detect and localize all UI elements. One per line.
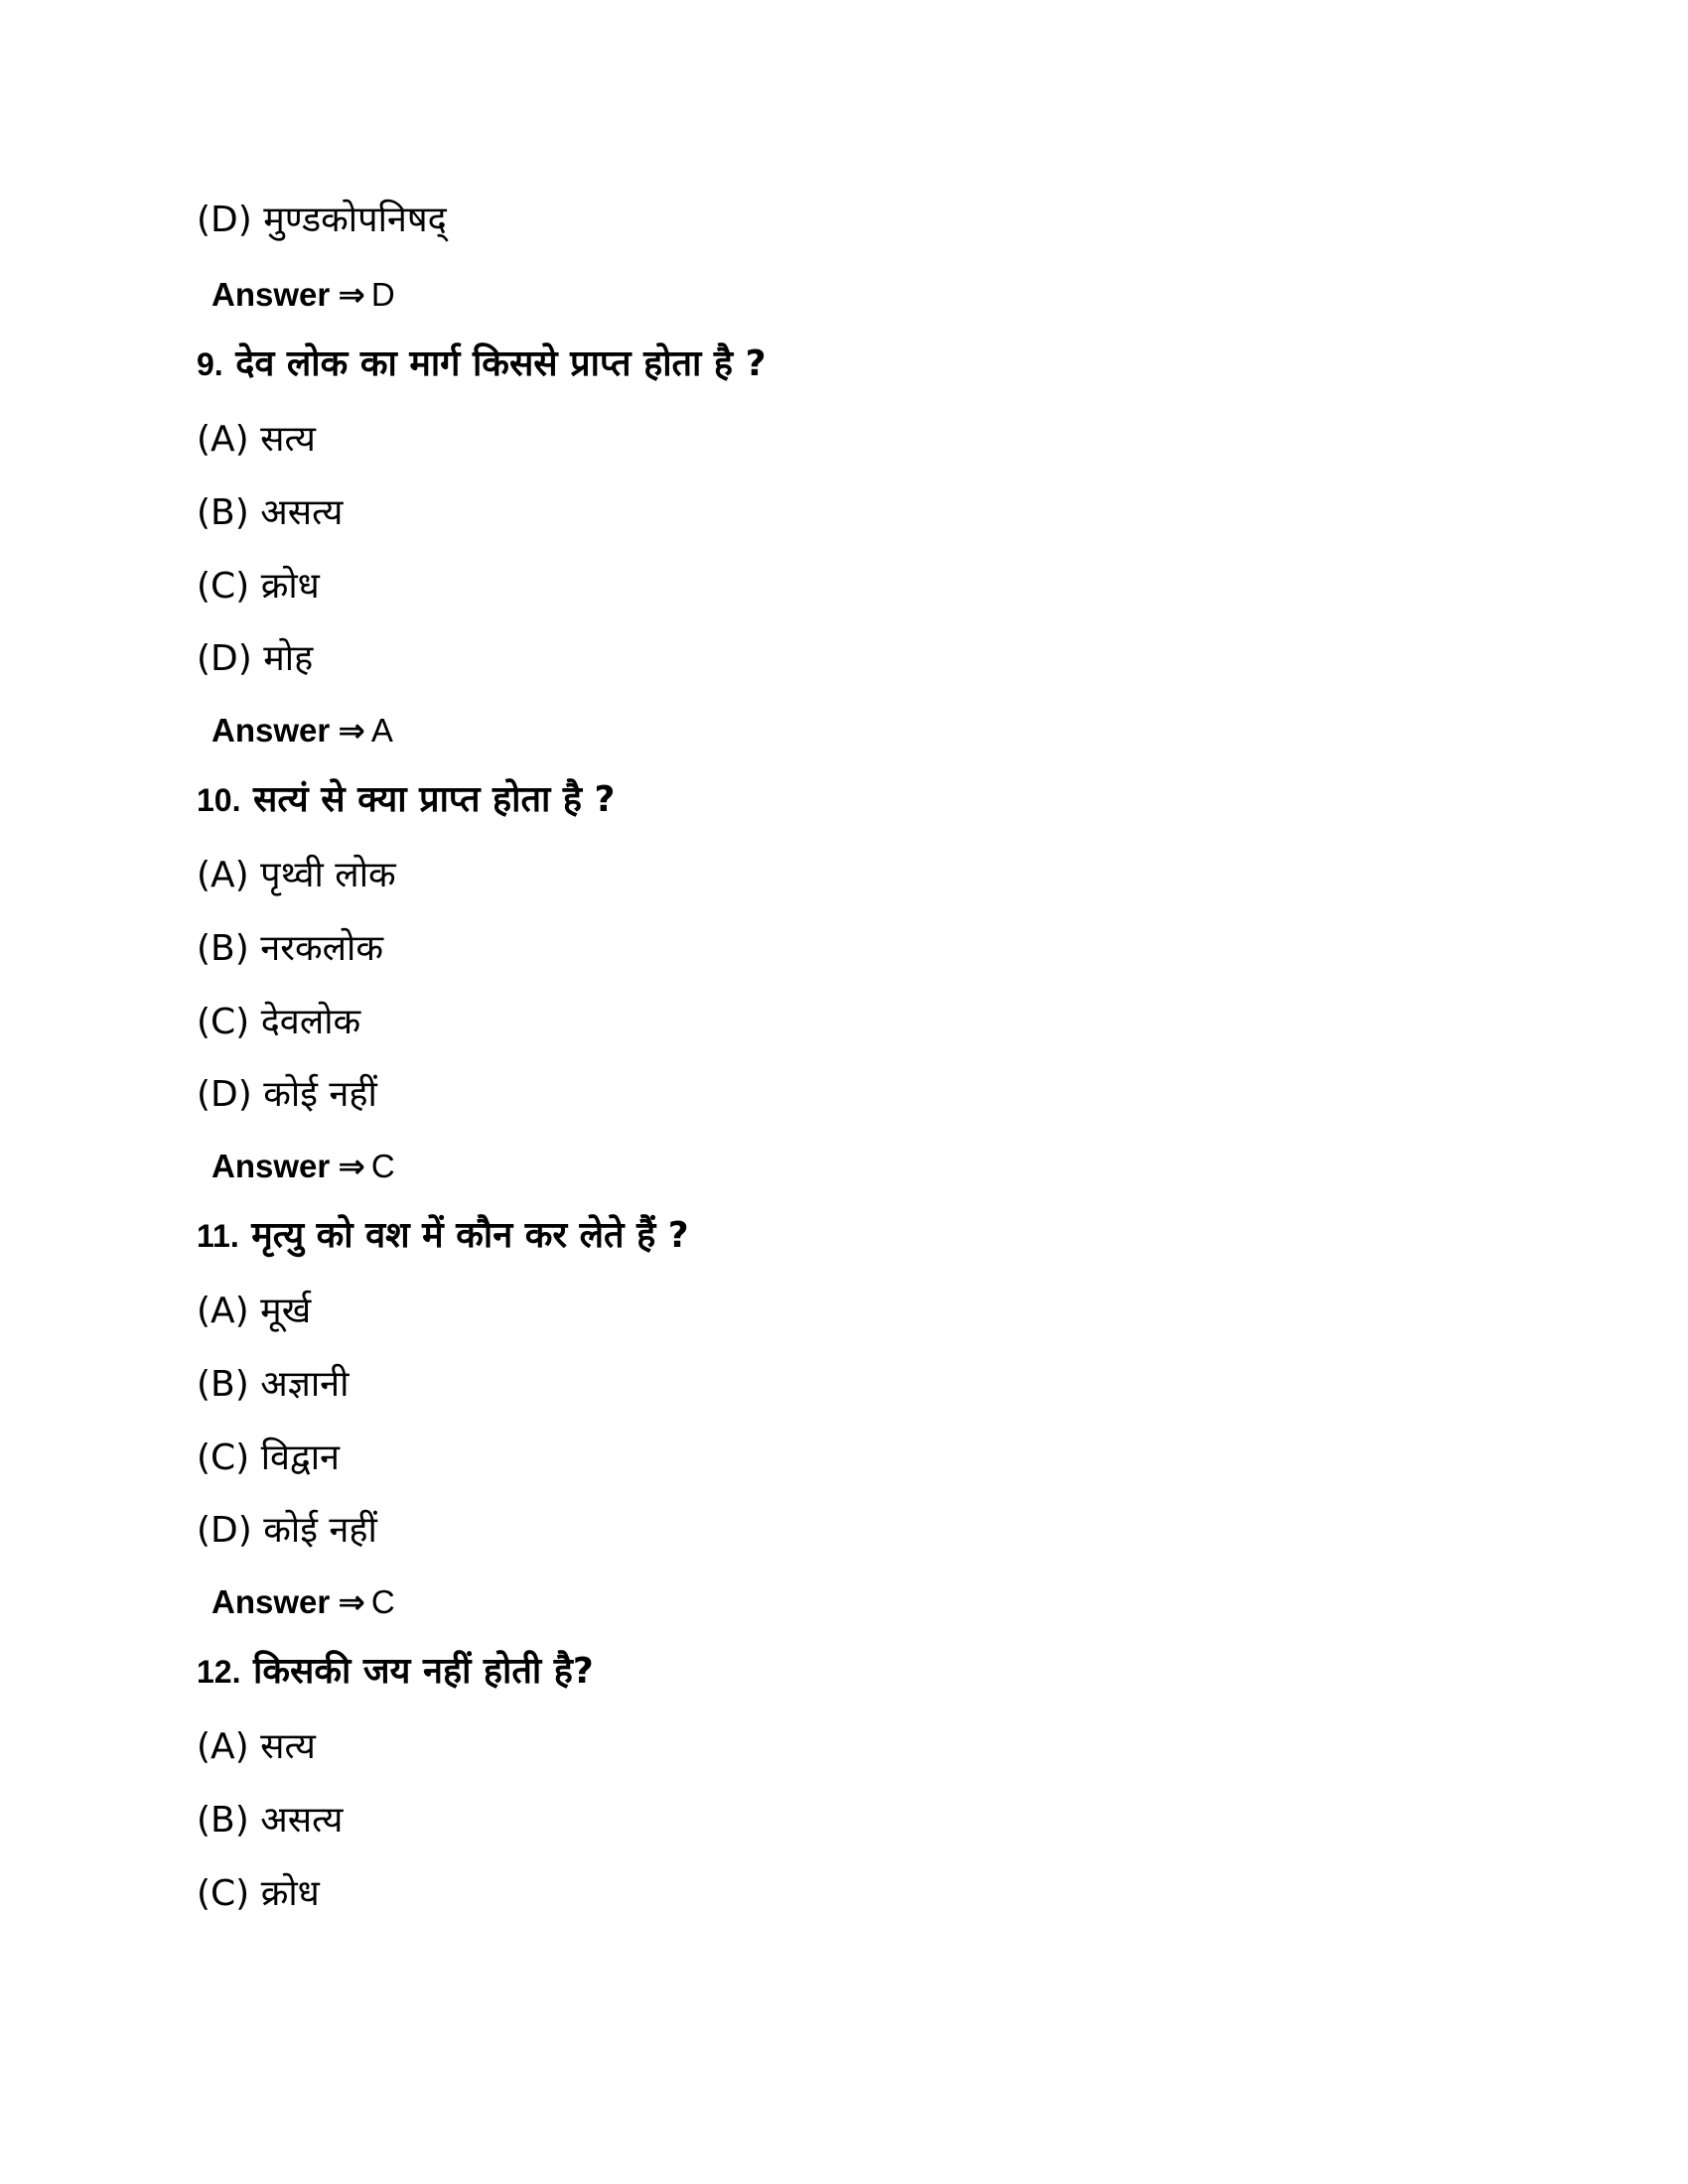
option-label: (A) (197, 855, 249, 895)
option-label: (C) (197, 1873, 250, 1914)
option-line (197, 419, 316, 460)
answer-line (211, 275, 395, 314)
option-text: सत्य (260, 1726, 316, 1767)
option-label: (D) (197, 200, 252, 240)
question-text: देव लोक का मार्ग किससे प्राप्त होता है ? (235, 343, 767, 384)
option-line (197, 492, 344, 533)
option-label: (D) (197, 1510, 252, 1551)
option-text: सत्य (260, 419, 316, 460)
option-line (197, 1873, 320, 1914)
option-label: (C) (197, 1002, 250, 1042)
question-number: 11. (197, 1218, 239, 1254)
option-line (197, 1800, 344, 1841)
option-line (197, 1074, 377, 1115)
option-line (197, 1437, 341, 1478)
question-heading (197, 1651, 594, 1692)
option-line (197, 1364, 350, 1405)
answer-line (211, 1147, 395, 1185)
option-text: मूर्ख (260, 1291, 312, 1331)
option-label: (A) (197, 419, 249, 460)
answer-line (211, 1582, 395, 1621)
option-label: (B) (197, 1364, 249, 1405)
option-line (197, 855, 396, 895)
option-text: पृथ्वी लोक (260, 855, 396, 895)
question-heading (197, 779, 616, 820)
option-text: नरकलोक (260, 928, 383, 969)
option-text: मुण्डकोपनिषद् (263, 200, 447, 240)
option-label: (B) (197, 1800, 249, 1841)
option-label: (C) (197, 566, 250, 607)
option-line (197, 1726, 316, 1767)
answer-value: A (370, 712, 393, 749)
option-line (197, 200, 447, 240)
question-heading (197, 343, 767, 384)
option-text: क्रोध (260, 1873, 320, 1914)
option-label: (B) (197, 492, 249, 533)
answer-label: Answer (211, 276, 331, 313)
answer-arrow-icon: ⇒ (338, 1582, 365, 1621)
option-line (197, 1510, 377, 1551)
option-label: (D) (197, 638, 252, 679)
answer-arrow-icon: ⇒ (338, 275, 365, 314)
option-line (197, 638, 314, 679)
question-number: 10. (197, 782, 241, 818)
question-heading (197, 1215, 689, 1256)
answer-value: C (370, 1583, 395, 1620)
option-line (197, 928, 383, 969)
question-text: मृत्यु को वश में कौन कर लेते हैं ? (251, 1215, 689, 1256)
question-text: सत्यं से क्या प्राप्त होता है ? (253, 779, 616, 820)
option-label: (D) (197, 1074, 252, 1115)
answer-value: C (370, 1148, 395, 1184)
answer-arrow-icon: ⇒ (338, 711, 365, 750)
option-line (197, 1002, 361, 1042)
option-text: मोह (263, 638, 314, 679)
question-number: 9. (197, 346, 223, 382)
option-line (197, 1291, 312, 1331)
option-label: (A) (197, 1726, 249, 1767)
option-text: अज्ञानी (260, 1364, 350, 1405)
option-label: (A) (197, 1291, 249, 1331)
answer-label: Answer (211, 1148, 331, 1184)
option-text: कोई नहीं (263, 1510, 377, 1551)
option-label: (B) (197, 928, 249, 969)
option-text: कोई नहीं (263, 1074, 377, 1115)
option-text: विद्वान (260, 1437, 341, 1478)
question-number: 12. (197, 1654, 241, 1690)
option-text: क्रोध (260, 566, 320, 607)
answer-value: D (370, 276, 395, 313)
option-text: असत्य (260, 1800, 344, 1841)
answer-label: Answer (211, 712, 331, 749)
answer-arrow-icon: ⇒ (338, 1147, 365, 1185)
question-text: किसकी जय नहीं होती है? (253, 1651, 594, 1692)
answer-line (211, 711, 393, 750)
answer-label: Answer (211, 1583, 331, 1620)
option-text: असत्य (260, 492, 344, 533)
option-line (197, 566, 320, 607)
option-text: देवलोक (260, 1002, 361, 1042)
option-label: (C) (197, 1437, 250, 1478)
